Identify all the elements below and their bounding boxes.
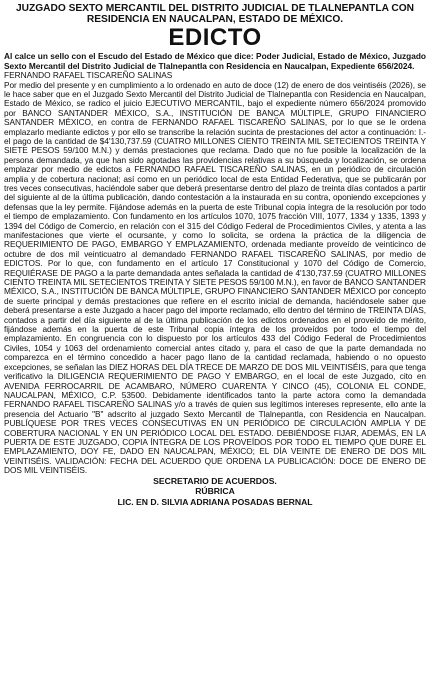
body-text: Por medio del presente y en cumplimiento a lo ordenado en auto de doce (12) de enero de dos veintiséis (2026), se le hace saber que en el Juzgado Sexto Mercantil del Distrito Judicial de Tlalnepantla con Residencia en Naucalpan, Estado de México, se radico el juicio EJECUTIVO MERCANTIL, bajo el expediente número 656/2024 promovido por BANCO SANTANDER MÉXICO, S.A., INSTITUCIÓN DE BANCA MÚLTIPLE, GRUPO FINANCIERO SANTANDER MÉXICO, en contra de FERNANDO RAFAEL TISCAREÑO SALINAS, por lo que se le ordena emplazarlo mediante edictos y por ello se transcribe la relación sucinta de prestaciones del actor a continuación: I.- el pago de la cantidad de $4'130,737.59 (CUATRO MILLONES CIENTO TREINTA MIL SETECIENTOS TREINTA Y SIETE PESOS 59/100 M.N.) y demás prestaciones que reclama. Dado que no fue posible la localización de la persona demandada, ya que han sido agotadas las providencias relativas a su búsqueda y localización, se ordena emplazar por medio de edictos a FERNANDO RAFAEL TISCAREÑO SALINAS, en un periódico de circulación amplia y de cobertura nacional; así como en un periódico local de esta Entidad Federativa, que se publicarán por tres veces consecutivas, haciéndole saber que deberá presentarse dentro del plazo de treinta días contados a partir del siguiente al de la última publicación, dando contestación a la instaurada en su contra, oponiendo excepciones y defensas que la ley permite. Fijándose además en la puerta de este Tribunal copia íntegra de la resolución por todo el tiempo de emplazamiento. Con fundamento en los artículos 1070, 1075 fracción VIII, 1077, 1334 y 1335, 1393 y 1394 del Código de Comercio, en relación con el 315 del Código Federal de Procedimientos Civiles, y atenta a las manifestaciones que vierte el ocursante, y como lo solicita, se ordena la práctica de la diligencia de REQUERIMIENTO DE PAGO, EMBARGO Y EMPLAZAMIENTO, ordenada mediante proveído de veinticinco de octubre de dos mil veinticuatro al demandado FERNANDO RAFAEL TISCAREÑO SALINAS, por medio de EDICTOS. Por lo que, con fundamento en el artículo 17 Constitucional y 1070 del Código de Comercio, REQUIÉRASE DE PAGO a la parte demandada antes señalada la cantidad de 4'130,737.59 (CUATRO MILLONES CIENTO TREINTA MIL SETECIENTOS TREINTA Y SIETE PESOS 59/100 M.N.), en favor de BANCO SANTANDER MÉXICO, S.A., INSTITUCIÓN DE BANCA MÚLTIPLE, GRUPO FINANCIERO SANTANDER MÉXICO por concepto de suerte principal y demás prestaciones que refiere en el escrito inicial de demanda, haciéndosele saber que deberá presentarse a este Juzgado a hacer pago del importe reclamado, ello dentro del término de TREINTA DÍAS, contados a partir del día siguiente al de la última publicación de los edictos ordenados en el proveído de mérito, fijándose además en la puerta de este Tribunal copia íntegra de los proveídos por todo el tiempo del emplazamiento. En congruencia con lo dispuesto por los artículos 433 del Código Federal de Procedimientos Civiles, 1054 y 1063 del ordenamiento comercial antes citado y, para el caso de que la parte demandada no comparezca en el término concedido a hacer pago llano de la cantidad reclamada, habiendo o no opuesto excepciones, se señalan las DIEZ HORAS DEL DÍA TRECE DE MARZO DE DOS MIL VEINTISÉIS, para que tenga verificativo la DILIGENCIA REQUERIMIENTO DE PAGO Y EMBARGO, en el local de este Juzgado, cito en AVENIDA FERROCARRIL DE ACAMBARO, NÚMERO CUARENTA Y CINCO (45), COLONIA EL CONDE, NAUCALPAN, MÉXICO, C.P. 53500. Debidamente identificados tanto la parte actora como la demandada FERNANDO RAFAEL TISCAREÑO SALINAS y/o a través de quien sus legítimos intereses represente, ello ante la presencia del Actuario "B" adscrito al juzgado Sexto Mercantil de Tlalnepantla, con Residencia en Naucalpan. PUBLÍQUESE POR TRES VECES CONSECUTIVAS EN UN PERIÓDICO DE CIRCULACIÓN AMPLIA Y DE COBERTURA NACIONAL Y EN UN PERIÓDICO LOCAL DEL ESTADO. DEBIÉNDOSE FIJAR, ADEMÁS, EN LA PUERTA DE ESTE JUZGADO, COPIA ÍNTEGRA DE LOS PROVEÍDOS POR TODO EL TIEMPO QUE DURE EL EMPLAZAMIENTO, DOY FE, DADO EN NAUCALPAN, MÉXICO; EL DÍA VEINTE DE ENERO DE DOS MIL VEINTISÉIS. VALIDACIÓN: FECHA DEL ACUERDO QUE ORDENA LA PUBLICACIÓN: DOCE DE ENERO DE DOS MIL VEINTISÉIS. xyxy=(4,79,426,476)
seal-intro-paragraph: Al calce un sello con el Escudo del Estado de México que dice: Poder Judicial, Estado de México, Juzgado Sexto Mercantil del Distrito Judicial de Tlalnepantla con Residencia en Naucalpan, Expediente 656/2024. xyxy=(4,51,426,71)
court-name-line-1: JUZGADO SEXTO MERCANTIL DEL DISTRITO JUDICIAL DE TLALNEPANTLA CON xyxy=(15,3,415,14)
signature-name: LIC. EN D. SILVIA ADRIANA POSADAS BERNAL xyxy=(117,496,313,507)
addressee-name: FERNANDO RAFAEL TISCAREÑO SALINAS xyxy=(4,70,173,80)
court-name-line-2: RESIDENCIA EN NAUCALPAN, ESTADO DE MÉXICO. xyxy=(86,14,344,25)
document-title: EDICTO xyxy=(168,24,262,51)
signature-role: SECRETARIO DE ACUERDOS. xyxy=(153,475,277,486)
edict-document xyxy=(4,3,426,673)
signature-rubrica: RÚBRICA xyxy=(195,486,235,497)
